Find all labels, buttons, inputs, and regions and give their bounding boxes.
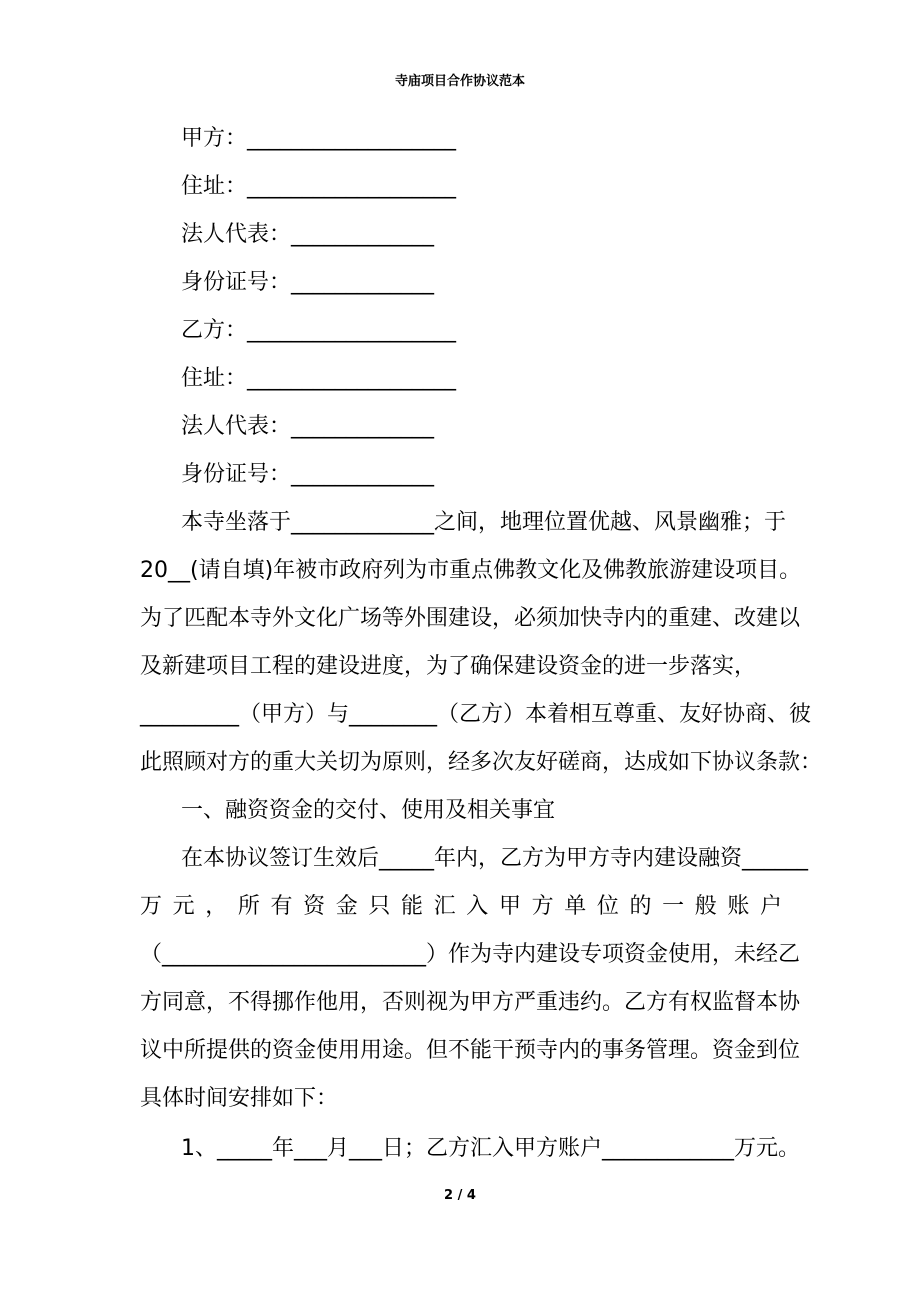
party-b-name-field: 乙方：___________________ bbox=[181, 318, 457, 343]
party-b-id-field: 身份证号：_____________ bbox=[181, 462, 435, 487]
body-line: （________________________）作为寺内建设专项资金使用，未经乙 bbox=[140, 942, 801, 967]
party-a-name-field: 甲方：___________________ bbox=[181, 126, 457, 151]
body-line: 为了匹配本寺外文化广场等外围建设，必须加快寺内的重建、改建以 bbox=[140, 606, 801, 631]
body-line: 万元，所有资金只能汇入甲方单位的一般账户 bbox=[140, 894, 782, 919]
body-line: 本寺坐落于_____________之间，地理位置优越、风景幽雅；于 bbox=[181, 510, 787, 535]
page-number: 2 / 4 bbox=[444, 1188, 476, 1203]
body-line: 及新建项目工程的建设进度，为了确保建设资金的进一步落实， bbox=[140, 654, 757, 679]
document-title: 寺庙项目合作协议范本 bbox=[394, 74, 525, 89]
party-a-address-field: 住址：___________________ bbox=[181, 174, 457, 199]
body-line: 方同意，不得挪作他用，否则视为甲方严重违约。乙方有权监督本协 bbox=[140, 990, 801, 1015]
body-line: 此照顾对方的重大关切为原则，经多次友好磋商，达成如下协议条款： bbox=[140, 750, 823, 775]
body-line: _________（甲方）与________（乙方）本着相互尊重、友好协商、彼 bbox=[140, 702, 812, 727]
body-line: 在本协议签订生效后_____年内，乙方为甲方寺内建设融资______ bbox=[181, 846, 809, 871]
party-a-id-field: 身份证号：_____________ bbox=[181, 270, 435, 295]
party-b-legal-rep-field: 法人代表：_____________ bbox=[181, 414, 435, 439]
body-line: 具体时间安排如下： bbox=[140, 1086, 339, 1111]
party-b-address-field: 住址：___________________ bbox=[181, 366, 457, 391]
body-line: 议中所提供的资金使用用途。但不能干预寺内的事务管理。资金到位 bbox=[140, 1038, 801, 1063]
party-a-legal-rep-field: 法人代表：_____________ bbox=[181, 222, 435, 247]
body-line: 20__(请自填)年被市政府列为市重点佛教文化及佛教旅游建设项目。 bbox=[140, 558, 802, 583]
schedule-item: 1、_____年___月___日；乙方汇入甲方账户____________万元。 bbox=[181, 1136, 800, 1161]
section-heading: 一、融资资金的交付、使用及相关事宜 bbox=[181, 798, 556, 823]
